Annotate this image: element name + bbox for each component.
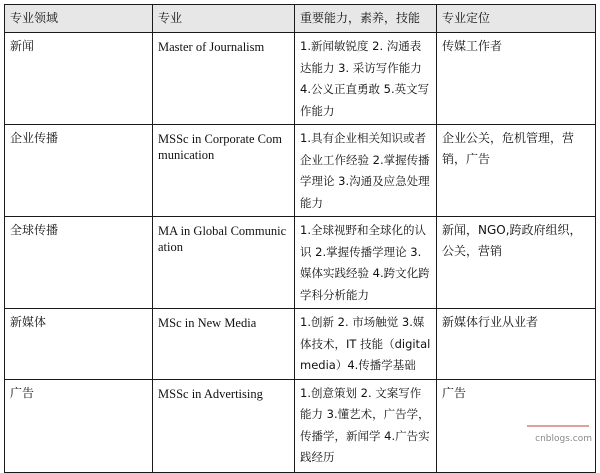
header-skills: 重要能力，素养，技能 bbox=[295, 5, 437, 33]
table-row bbox=[5, 33, 596, 125]
cell-positioning: 广告 bbox=[437, 379, 596, 472]
cell-skills: 1.创新 2. 市场触觉 3.媒体技术，IT 技能（digital media）4.传播学基础 bbox=[295, 309, 437, 380]
table-row bbox=[5, 217, 596, 309]
table-row bbox=[5, 125, 596, 217]
cell-skills: 1.创意策划 2. 文案写作能力 3.懂艺术，广告学，传播学，新闻学 4.广告实践经历 bbox=[295, 379, 437, 472]
cell-skills: 1.具有企业相关知识或者企业工作经验 2.掌握传播学理论 3.沟通及应急处理能力 bbox=[295, 125, 437, 217]
cell-major: MSSc in Corporate Communication bbox=[153, 125, 295, 217]
header-major: 专业 bbox=[153, 5, 295, 33]
cell-positioning: 传媒工作者 bbox=[437, 33, 596, 125]
cell-positioning: 新闻，NGO,跨政府组织，公关，营销 bbox=[437, 217, 596, 309]
cell-field: 广告 bbox=[5, 379, 153, 472]
cell-major: MA in Global Communication bbox=[153, 217, 295, 309]
header-positioning: 专业定位 bbox=[437, 5, 596, 33]
table-row bbox=[5, 379, 596, 472]
cell-positioning: 新媒体行业从业者 bbox=[437, 309, 596, 380]
table-header bbox=[5, 5, 596, 33]
table-row bbox=[5, 309, 596, 380]
cell-field: 企业传播 bbox=[5, 125, 153, 217]
header-row bbox=[5, 5, 596, 33]
cell-field: 新媒体 bbox=[5, 309, 153, 380]
cell-skills: 1.新闻敏锐度 2. 沟通表达能力 3. 采访写作能力 4.公义正直勇敢 5.英文写作能力 bbox=[295, 33, 437, 125]
cell-major: MSSc in Advertising bbox=[153, 379, 295, 472]
watermark-text: cnblogs.com bbox=[535, 434, 592, 444]
watermark-underline bbox=[527, 425, 589, 427]
cell-major: MSc in New Media bbox=[153, 309, 295, 380]
cell-field: 新闻 bbox=[5, 33, 153, 125]
header-field: 专业领域 bbox=[5, 5, 153, 33]
cell-field: 全球传播 bbox=[5, 217, 153, 309]
cell-positioning: 企业公关，危机管理，营销，广告 bbox=[437, 125, 596, 217]
table-body bbox=[5, 33, 596, 473]
cell-major: Master of Journalism bbox=[153, 33, 295, 125]
program-table bbox=[4, 4, 596, 473]
cell-skills: 1.全球视野和全球化的认识 2.掌握传播学理论 3.媒体实践经验 4.跨文化跨学科分析能力 bbox=[295, 217, 437, 309]
